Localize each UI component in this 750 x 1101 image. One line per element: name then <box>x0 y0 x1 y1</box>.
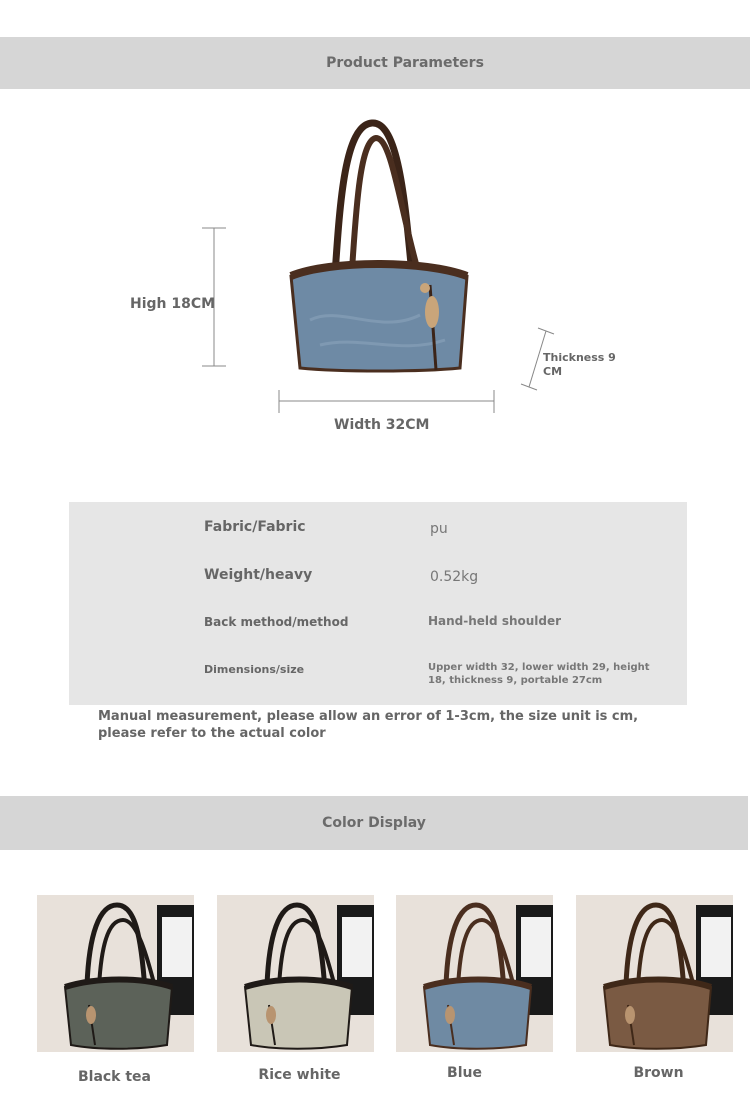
param-label-weight: Weight/heavy <box>204 567 313 583</box>
thickness-dimension-label: Thickness 9 CM <box>543 351 616 378</box>
section-title: Product Parameters <box>326 55 484 71</box>
width-dimension-label: Width 32CM <box>334 417 430 433</box>
param-value-fabric: pu <box>430 521 448 537</box>
color-label-black-tea: Black tea <box>77 1069 152 1085</box>
color-label-blue: Blue <box>447 1065 482 1081</box>
section-title: Color Display <box>322 815 426 831</box>
color-label-brown: Brown <box>633 1065 684 1081</box>
color-display-header <box>0 796 748 850</box>
measurement-note: Manual measurement, please allow an error of 1-3cm, the size unit is cm, please refer to the actual color <box>98 709 639 741</box>
color-swatch-blue <box>396 895 553 1052</box>
param-value-weight: 0.52kg <box>430 569 479 585</box>
param-label-fabric: Fabric/Fabric <box>204 519 306 535</box>
bag-dimension-diagram <box>0 100 750 440</box>
param-value-back-method: Hand-held shoulder <box>428 614 562 628</box>
product-parameters-header <box>0 37 750 89</box>
param-value-dimensions: Upper width 32, lower width 29, height 18, thickness 9, portable 27cm <box>428 662 650 686</box>
color-swatch-rice-white <box>217 895 374 1052</box>
param-label-dimensions: Dimensions/size <box>204 663 305 676</box>
height-dimension-label: High 18CM <box>130 296 216 312</box>
color-swatch-brown <box>576 895 733 1052</box>
color-label-rice-white: Rice white <box>258 1067 341 1083</box>
parameter-table <box>69 502 687 705</box>
color-swatch-black-tea <box>37 895 194 1052</box>
param-label-back-method: Back method/method <box>204 615 349 629</box>
